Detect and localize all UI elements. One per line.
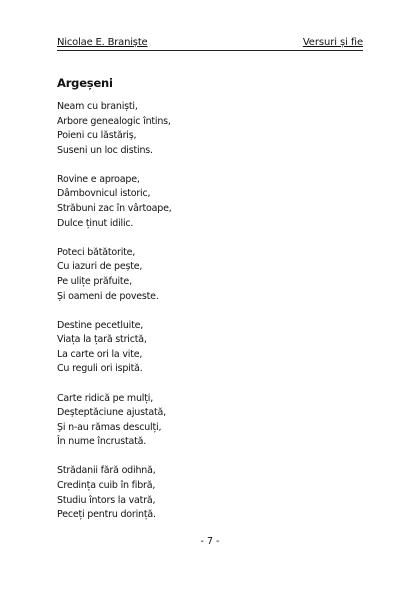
poem-line: Rovine e aproape,	[57, 173, 140, 185]
stanza-1	[57, 100, 172, 158]
poem-line: Pe ulițe prăfuite,	[57, 275, 132, 287]
stanza-6	[57, 464, 172, 522]
stanza-5	[57, 392, 172, 450]
poem-body	[57, 100, 172, 537]
poem-title: Argeșeni	[57, 76, 113, 90]
poem-line: Suseni un loc distins.	[57, 144, 153, 156]
poem-line: Destine pecetluite,	[57, 319, 144, 331]
poem-line: Dâmbovnicul istoric,	[57, 188, 151, 200]
poem-line: Cu reguli ori ispită.	[57, 363, 143, 375]
stanza-3	[57, 246, 172, 304]
header-book-title: Versuri și fie	[302, 37, 363, 48]
poem-line: Dulce ținut idilic.	[57, 217, 134, 229]
poem-line: Studiu întors la vatră,	[57, 494, 156, 506]
poem-line: Și oameni de poveste.	[57, 290, 159, 302]
running-header	[57, 36, 363, 51]
poem-line: Credința cuib în fibră,	[57, 479, 156, 491]
poem-line: Deșteptăciune ajustată,	[57, 407, 166, 419]
poem-line: Peceți pentru dorință.	[57, 509, 156, 521]
stanza-4	[57, 319, 172, 377]
poem-line: Străbuni zac în vârtoape,	[57, 203, 172, 215]
poem-line: În nume încrustată.	[57, 436, 147, 448]
poem-line: La carte ori la vite,	[57, 348, 143, 360]
poem-line: Arbore genealogic întins,	[57, 115, 171, 127]
stanza-2	[57, 173, 172, 231]
header-author: Nicolae E. Braniște	[57, 37, 148, 48]
page-number: - 7 -	[200, 536, 220, 547]
poem-line: Strădanii fără odihnă,	[57, 465, 156, 477]
poem-line: Cu iazuri de pește,	[57, 261, 143, 273]
poem-line: Viața la țară strictă,	[57, 334, 147, 346]
poem-line: Poieni cu lăstăriș,	[57, 130, 137, 142]
poem-line: Carte ridică pe mulți,	[57, 392, 154, 404]
poem-line: Și n-au rămas desculți,	[57, 421, 162, 433]
poem-line: Neam cu braniști,	[57, 101, 138, 112]
poem-line: Poteci bătătorite,	[57, 246, 136, 258]
